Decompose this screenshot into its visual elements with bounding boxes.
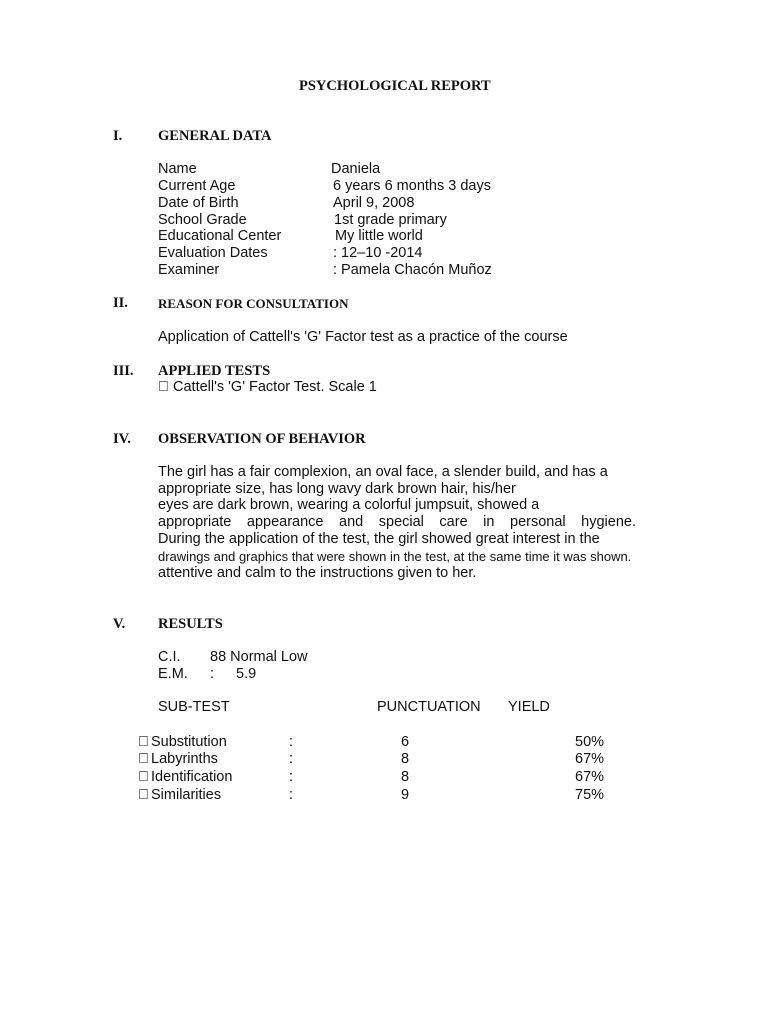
em-value: 5.9: [236, 666, 257, 682]
section-number-reason: II.: [113, 295, 128, 311]
subtest-yield: 67%: [575, 751, 605, 767]
field-value-name: Daniela: [331, 161, 381, 177]
subtest-score: 8: [401, 769, 410, 785]
section-title-observation: OBSERVATION OF BEHAVIOR: [158, 431, 366, 447]
report-title: PSYCHOLOGICAL REPORT: [299, 78, 491, 94]
bullet-icon: [138, 769, 149, 786]
field-label-eval-dates: Evaluation Dates: [158, 245, 268, 261]
field-value-dob: April 9, 2008: [333, 195, 415, 211]
subtest-score: 9: [401, 787, 410, 803]
em-label: E.M.: [158, 666, 188, 682]
applied-test-item: Cattell's 'G' Factor Test. Scale 1: [173, 379, 377, 395]
row-separator: :: [289, 787, 294, 803]
field-value-age: 6 years 6 months 3 days: [333, 178, 491, 194]
subtest-yield: 75%: [575, 787, 605, 803]
subtest-score: 8: [401, 751, 410, 767]
observation-line: appropriate appearance and special care in personal hygiene.: [158, 514, 636, 530]
field-label-center: Educational Center: [158, 228, 282, 244]
section-number-results: V.: [113, 616, 126, 632]
section-title-general: GENERAL DATA: [158, 128, 272, 144]
observation-line: During the application of the test, the girl showed great interest in the: [158, 531, 600, 547]
header-punctuation: PUNCTUATION: [377, 699, 481, 715]
subtest-yield: 50%: [575, 734, 605, 750]
header-yield: YIELD: [508, 699, 550, 715]
subtest-score: 6: [401, 734, 410, 750]
subtest-name: Identification: [151, 769, 233, 785]
subtest-name: Substitution: [151, 734, 227, 750]
ci-value: 88 Normal Low: [210, 649, 308, 665]
field-value-examiner: : Pamela Chacón Muñoz: [333, 262, 492, 278]
field-label-age: Current Age: [158, 178, 236, 194]
field-value-grade: 1st grade primary: [334, 212, 447, 228]
section-title-results: RESULTS: [158, 616, 223, 632]
field-value-center: My little world: [335, 228, 423, 244]
bullet-icon: [138, 787, 149, 804]
bullet-icon: [138, 751, 149, 768]
observation-line: eyes are dark brown, wearing a colorful jumpsuit, showed a: [158, 497, 540, 513]
test-bullet-icon: [158, 379, 169, 396]
field-value-eval-dates: : 12–10 -2014: [333, 245, 423, 261]
em-separator: :: [210, 666, 215, 682]
observation-line: drawings and graphics that were shown in the test, at the same time it was shown.: [158, 549, 632, 564]
field-label-grade: School Grade: [158, 212, 247, 228]
subtest-name: Labyrinths: [151, 751, 218, 767]
section-number-observation: IV.: [113, 431, 131, 447]
field-label-dob: Date of Birth: [158, 195, 239, 211]
subtest-yield: 67%: [575, 769, 605, 785]
field-label-name: Name: [158, 161, 197, 177]
reason-text: Application of Cattell's 'G' Factor test as a practice of the course: [158, 329, 568, 345]
section-number-general: I.: [113, 128, 123, 144]
subtest-name: Similarities: [151, 787, 222, 803]
section-number-tests: III.: [113, 363, 134, 379]
row-separator: :: [289, 769, 294, 785]
header-subtest: SUB-TEST: [158, 699, 230, 715]
row-separator: :: [289, 734, 294, 750]
observation-line: appropriate size, has long wavy dark brown hair, his/her: [158, 481, 516, 497]
bullet-icon: [138, 734, 149, 751]
observation-line: The girl has a fair complexion, an oval face, a slender build, and has a: [158, 464, 608, 480]
section-title-tests: APPLIED TESTS: [158, 363, 271, 379]
field-label-examiner: Examiner: [158, 262, 220, 278]
section-title-reason: REASON FOR CONSULTATION: [158, 296, 349, 311]
row-separator: :: [289, 751, 294, 767]
observation-line: attentive and calm to the instructions given to her.: [158, 565, 477, 581]
ci-label: C.I.: [158, 649, 181, 665]
